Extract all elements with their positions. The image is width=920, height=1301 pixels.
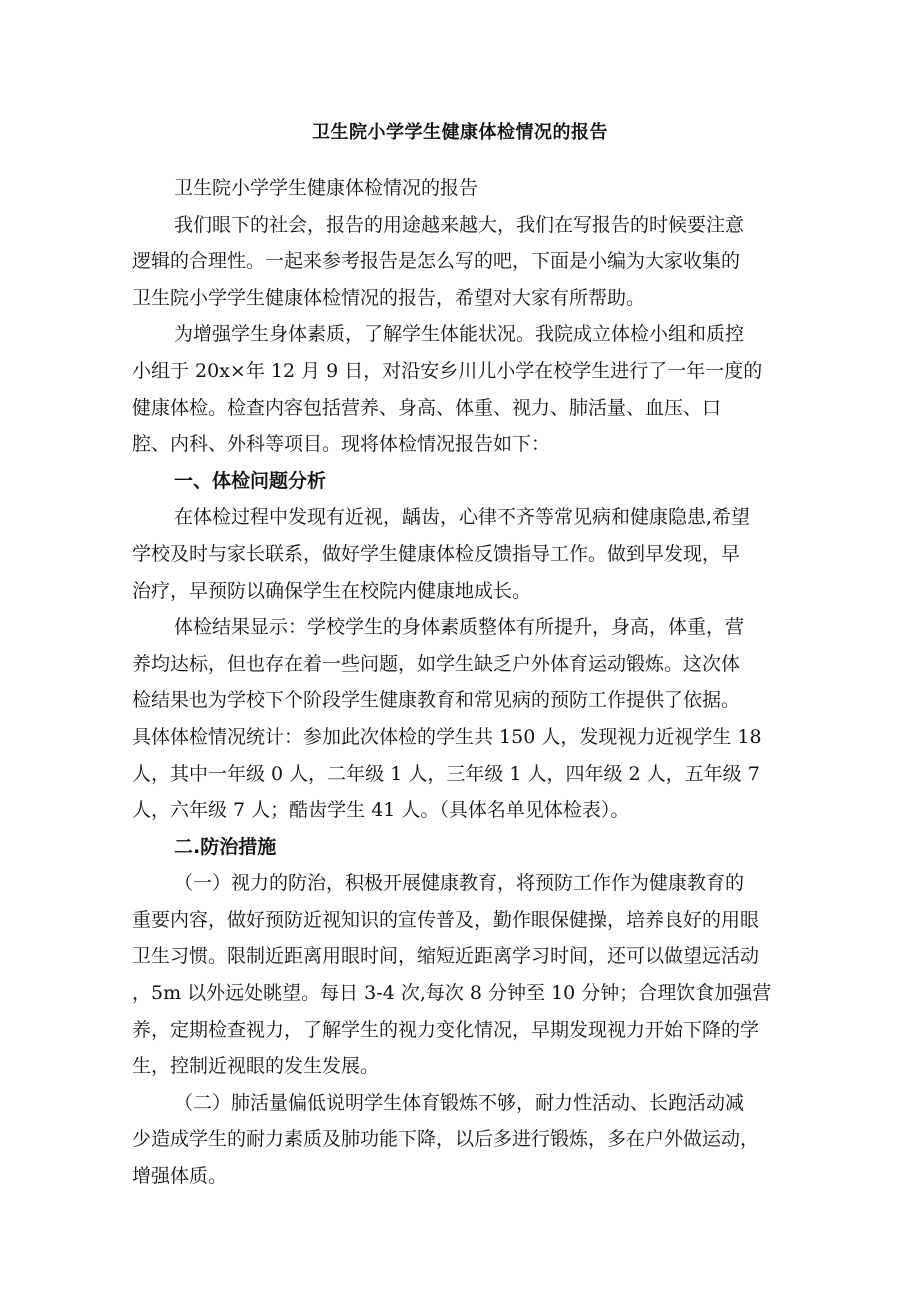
text-line: 卫生习惯。限制近距离用眼时间，缩短近距离学习时间，还可以做望远活动 — [132, 945, 760, 968]
text-line: 学校及时与家长联系，做好学生健康体检反馈指导工作。做到早发现，早 — [132, 542, 741, 565]
text-line: （二）肺活量偏低说明学生体育锻炼不够，耐力性活动、长跑活动减 — [174, 1091, 745, 1114]
text-line: 我们眼下的社会，报告的用途越来越大，我们在写报告的时候要注意 — [174, 213, 745, 236]
text-line: 健康体检。检查内容包括营养、身高、体重、视力、肺活量、血压、口 — [132, 396, 722, 419]
text-line: （一）视力的防治，积极开展健康教育，将预防工作作为健康教育的 — [174, 872, 745, 895]
text-line: 少造成学生的耐力素质及肺功能下降，以后多进行锻炼，多在户外做运动， — [132, 1128, 760, 1151]
text-line: 重要内容，做好预防近视知识的宣传普及，勤作眼保健操，培养良好的用眼 — [132, 908, 760, 931]
text-line: 卫生院小学学生健康体检情况的报告 — [174, 177, 479, 199]
text-line: 卫生院小学学生健康体检情况的报告，希望对大家有所帮助。 — [132, 286, 646, 309]
text-line: 人，其中一年级 0 人，二年级 1 人，三年级 1 人，四年级 2 人，五年级 7 — [132, 762, 760, 785]
section-heading: 二.防治措施 — [174, 835, 277, 858]
text-line: ，5m 以外远处眺望。每日 3-4 次,每次 8 分钟至 10 分钟；合理饮食加强营 — [132, 982, 772, 1005]
text-line: 在体检过程中发现有近视，龋齿，心律不齐等常见病和健康隐患,希望 — [174, 506, 751, 529]
text-line: 治疗，早预防以确保学生在校院内健康地成长。 — [132, 579, 532, 602]
text-line: 养均达标，但也存在着一些问题，如学生缺乏户外体育运动锻炼。这次体 — [132, 652, 741, 675]
text-line: 体检结果显示：学校学生的身体素质整体有所提升，身高，体重，营 — [174, 616, 745, 639]
document-title: 卫生院小学学生健康体检情况的报告 — [312, 122, 608, 143]
text-line: 具体体检情况统计：参加此次体检的学生共 150 人，发现视力近视学生 18 — [132, 725, 762, 748]
text-line: 生，控制近视眼的发生发展。 — [132, 1055, 380, 1078]
text-line: 小组于 20x×年 12 月 9 日，对沿安乡川儿小学在校学生进行了一年一度的 — [132, 359, 763, 382]
section-heading: 一、体检问题分析 — [174, 469, 327, 492]
text-line: 逻辑的合理性。一起来参考报告是怎么写的吧，下面是小编为大家收集的 — [132, 250, 741, 273]
document-body — [132, 170, 792, 1195]
text-line: 养，定期检查视力，了解学生的视力变化情况，早期发现视力开始下降的学 — [132, 1018, 760, 1041]
text-line: 人，六年级 7 人；酷齿学生 41 人。（具体名单见体检表）。 — [132, 799, 630, 822]
text-line: 增强体质。 — [132, 1165, 228, 1188]
text-line: 为增强学生身体素质，了解学生体能状况。我院成立体检小组和质控 — [174, 323, 745, 346]
text-line: 检结果也为学校下个阶段学生健康教育和常见病的预防工作提供了依据。 — [132, 689, 741, 712]
text-line: 腔、内科、外科等项目。现将体检情况报告如下： — [132, 433, 551, 456]
